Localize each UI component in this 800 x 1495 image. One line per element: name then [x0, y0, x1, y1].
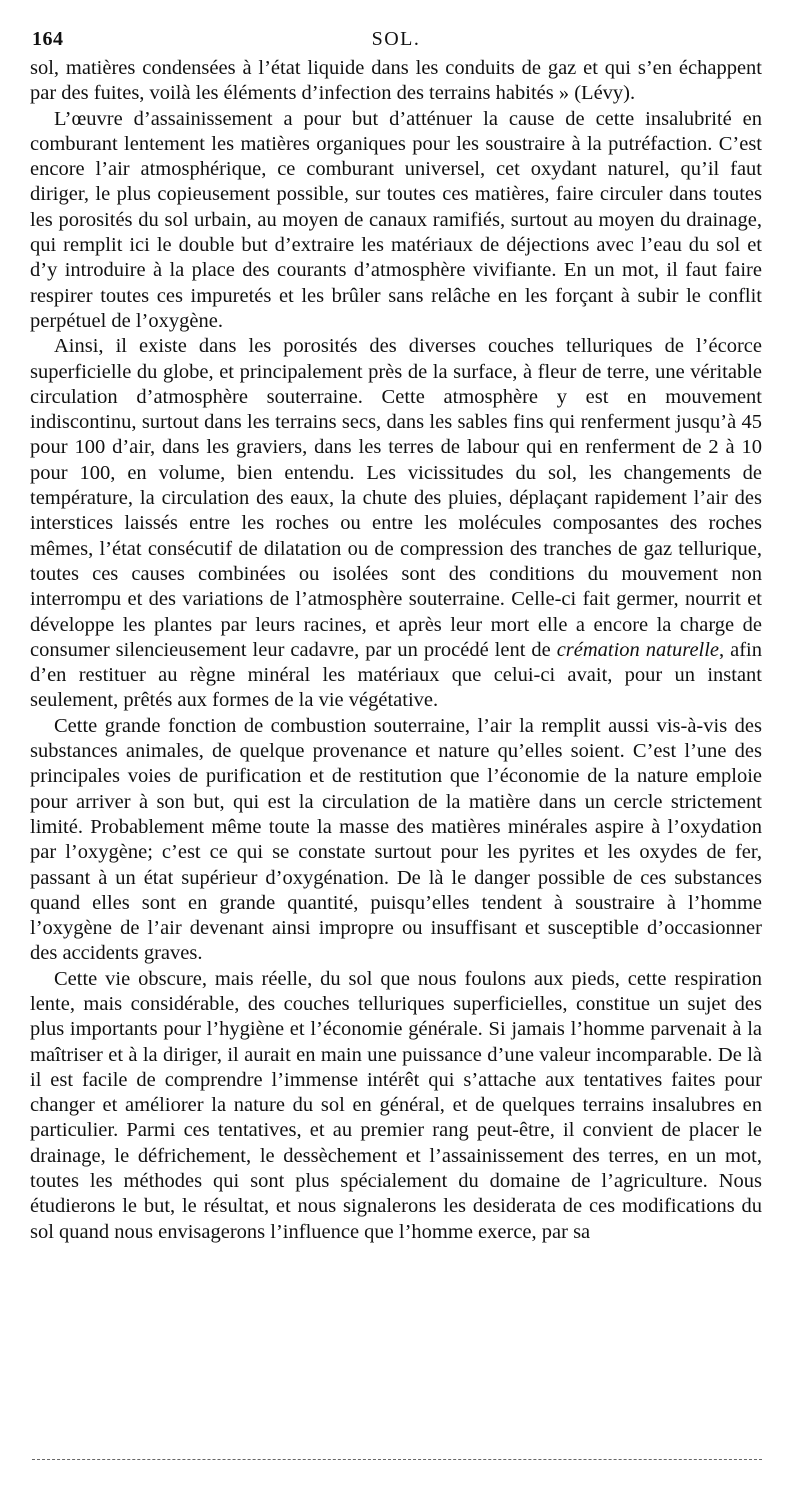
- italic-term: crémation naturelle: [556, 638, 720, 661]
- footer-rule: [32, 1459, 762, 1460]
- paragraph-text: Ainsi, il existe dans les porosités des diverses couches telluriques de l’écorce superficielle du globe, et principalement près de la surface, à fleur de terre, une véritable circulation d’atmosphère souterraine. Cette atmosphère y est en mouvement indiscontinu, surtout dans les terrains secs, dans les sables fins qui renferment jusqu’à 45 pour 100 d’air, dans les graviers, dans les terres de labour qui en renferment de 2 à 10 pour 100, en volume, bien entendu. Les vicissitudes du sol, les changements de température, la circulation des eaux, la chute des pluies, déplaçant rapidement l’air des interstices laissés entre les roches ou entre les molécules composantes des roches mêmes, l’état consécutif de dilatation ou de compression des tranches de gaz tellurique, toutes ces causes combinées ou isolées sont des conditions du mouvement non interrompu et des variations de l’atmosphère souterraine. Celle-ci fait germer, nourrit et développe les plantes par leurs racines, et après leur mort elle a encore la charge de consumer silencieusement leur cadavre, par un procédé lent de: [30, 335, 762, 661]
- paragraph-text: , afin d’en restituer au règne minéral les matériaux que celui-ci avait, pour un instant seulement, prêtés aux formes de la vie végétative.: [30, 638, 762, 712]
- paragraph: L’œuvre d’assainissement a pour but d’atténuer la cause de cette insalubrité en comburant lentement les matières organiques pour les soustraire à la putréfaction. C’est encore l’air atmosphérique, ce comburant universel, cet oxydant naturel, qu’il faut diriger, le plus copieusement possible, sur toutes ces matières, faire circuler dans toutes les porosités du sol urbain, au moyen de canaux ramifiés, surtout au moyen du drainage, qui remplit ici le double but d’extraire les matériaux de déjections avec l’eau du sol et d’y introduire à la place des courants d’atmosphère vivifiante. En un mot, il faut faire respirer toutes ces impuretés et les brûler sans relâche en les forçant à subir le conflit perpétuel de l’oxygène.: [30, 107, 762, 332]
- paragraph: Cette grande fonction de combustion souterraine, l’air la remplit aussi vis-à-vis des substances animales, de quelque provenance et nature qu’elles soient. C’est l’une des principales voies de purification et de restitution que l’économie de la nature emploie pour arriver à son but, qui est la circulation de la matière dans un cercle strictement limité. Probablement même toute la masse des matières minérales aspire à l’oxydation par l’oxygène; c’est ce qui se constate surtout pour les pyrites et les oxydes de fer, passant à un état supérieur d’oxygénation. De là le danger possible de ces substances quand elles sont en grande quantité, puisqu’elles tendent à soustraire à l’homme l’oxygène de l’air devenant ainsi impropre ou insuffisant et susceptible d’occasionner des accidents graves.: [30, 714, 762, 965]
- paragraph: Cette vie obscure, mais réelle, du sol que nous foulons aux pieds, cette respiration lente, mais considérable, des couches telluriques superficielles, constitue un sujet des plus importants pour l’hygiène et l’économie générale. Si jamais l’homme parvenait à la maîtriser et à la diriger, il aurait en main une puissance d’une valeur incomparable. De là il est facile de comprendre l’immense intérêt qui s’attache aux tentatives faites pour changer et améliorer la nature du sol en général, et de quelques terrains insalubres en particulier. Parmi ces tentatives, et au premier rang peut-être, il convient de placer le drainage, le défrichement, le dessèchement et l’assainissement des terres, en un mot, toutes les méthodes qui sont plus spécialement du domaine de l’agriculture. Nous étudierons le but, le résultat, et nous signalerons les desiderata de ces modifications du sol quand nous envisagerons l’influence que l’homme exerce, par sa: [30, 967, 762, 1243]
- body-text: [30, 56, 762, 1245]
- running-head: SOL.: [371, 28, 421, 50]
- page-header: [30, 22, 762, 56]
- page-number: 164: [32, 28, 64, 50]
- paragraph: sol, matières condensées à l’état liquide dans les conduits de gaz et qui s’en échappent par des fuites, voilà les éléments d’infection des terrains habités » (Lévy).: [30, 57, 762, 105]
- paragraph: [30, 334, 762, 713]
- book-page: [30, 22, 762, 1482]
